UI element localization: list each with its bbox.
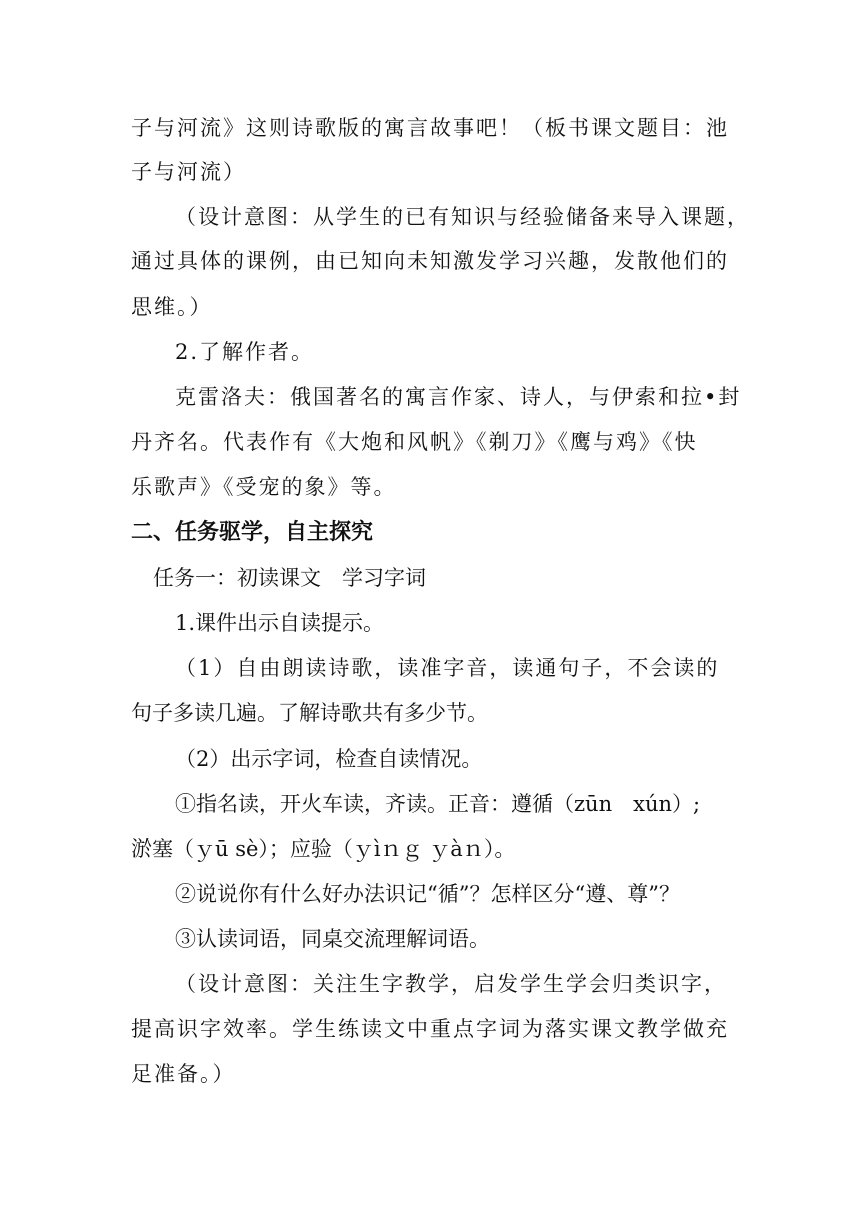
paragraph-line: ③认读词语，同桌交流理解词语。 bbox=[175, 927, 490, 951]
paragraph-line: 子与河流） bbox=[131, 160, 246, 184]
paragraph-line: 足准备。） bbox=[131, 1062, 236, 1086]
section-heading: 二、任务驱学，自主探究 bbox=[131, 520, 374, 545]
task-heading: 任务一：初读课文 学习字词 bbox=[153, 566, 426, 590]
paragraph-line: 淤塞（ｙū sè）；应验（ｙìｎｇ ｙàｎ）。 bbox=[131, 837, 516, 861]
paragraph-line: 思维。） bbox=[131, 295, 213, 319]
paragraph-line: 句子多读几遍。了解诗歌共有多少节。 bbox=[131, 701, 488, 725]
paragraph-line: 乐歌声》《受宠的象》等。 bbox=[131, 475, 397, 499]
paragraph-line: 1.课件出示自读提示。 bbox=[175, 611, 385, 635]
paragraph-line: （1）自由朗读诗歌，读准字音，读通句子，不会读的 bbox=[175, 656, 720, 680]
paragraph-line: （2）出示字词，检查自读情况。 bbox=[175, 747, 483, 771]
paragraph-line: 通过具体的课例，由已知向未知激发学习兴趣，发散他们的 bbox=[131, 249, 729, 273]
paragraph-line: ①指名读，开火车读，齐读。正音：遵循（zūn xún）; bbox=[175, 792, 701, 816]
paragraph-line: （设计意图：从学生的已有知识与经验储备来导入课题， bbox=[175, 205, 750, 229]
paragraph-line: 提高识字效率。学生练读文中重点字词为落实课文教学做充 bbox=[131, 1017, 729, 1041]
paragraph-line: （设计意图：关注生字教学，启发学生学会归类识字， bbox=[175, 972, 727, 996]
paragraph-line: 丹齐名。代表作有《大炮和风帆》《剃刀》《鹰与鸡》《快 bbox=[131, 430, 698, 454]
paragraph-line: ②说说你有什么好办法识记“循”？怎样区分“遵、尊”？ bbox=[175, 882, 680, 906]
paragraph-line: 克雷洛夫：俄国著名的寓言作家、诗人，与伊索和拉•封 bbox=[175, 385, 742, 409]
paragraph-line: 子与河流》这则诗歌版的寓言故事吧！（板书课文题目：池 bbox=[131, 116, 729, 140]
paragraph-line: 2.了解作者。 bbox=[175, 340, 315, 364]
